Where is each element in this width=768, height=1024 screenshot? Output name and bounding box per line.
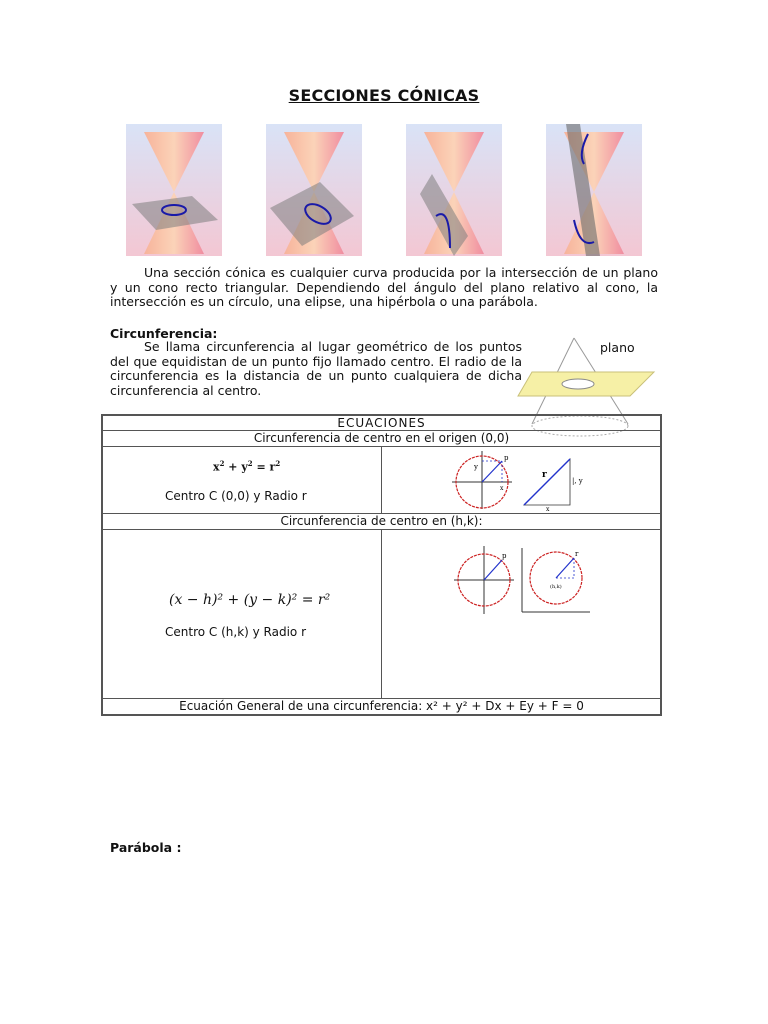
svg-text:|, y: |, y — [572, 477, 583, 485]
origin-diagram-cell — [382, 447, 662, 514]
circunferencia-text: Se llama circunferencia al lugar geométrico de los puntos del que equidistan de un punto fijo llamado centro. El radio de la circunferencia es la distancia de un punto cualquiera de dicha circunferencia al centro. — [110, 339, 522, 398]
svg-text:p: p — [504, 454, 509, 462]
parabola-heading: Parábola : — [110, 840, 182, 855]
origin-formula-cell — [102, 447, 382, 514]
cone-hyperbola-image — [546, 124, 642, 256]
svg-text:(h,k): (h,k) — [550, 584, 562, 590]
cone-circle-image — [126, 124, 222, 256]
circunferencia-heading: Circunferencia: — [110, 326, 218, 341]
hk-formula: (x − h)² + (y − k)² = r² — [169, 592, 331, 608]
origin-circle-diagram — [452, 449, 612, 511]
table-header: ECUACIONES — [102, 415, 661, 431]
svg-text:x: x — [546, 506, 550, 511]
hk-caption: Circunferencia de centro en (h,k): — [102, 514, 661, 530]
hk-diagram-cell — [382, 530, 662, 699]
cone-parabola-image — [406, 124, 502, 256]
svg-text:x: x — [500, 485, 504, 492]
hk-formula-cell — [102, 530, 382, 699]
ecuaciones-table — [101, 414, 662, 716]
svg-text:r: r — [542, 470, 547, 480]
hk-center-text: Centro C (h,k) y Radio r — [165, 625, 307, 639]
circunferencia-paragraph — [110, 340, 522, 398]
svg-text:p: p — [502, 552, 507, 560]
intro-paragraph — [110, 266, 658, 310]
origin-center-text: Centro C (0,0) y Radio r — [165, 489, 307, 503]
circunferencia-word-plano: plano — [600, 340, 635, 355]
hk-circle-diagram — [452, 544, 602, 618]
origin-formula: $x^2 + y^2 = r^2$ — [213, 459, 281, 474]
page-title: SECCIONES CÓNICAS — [288, 86, 480, 105]
general-equation: Ecuación General de una circunferencia: x² + y² + Dx + Ey + F = 0 — [102, 699, 661, 716]
origin-caption: Circunferencia de centro en el origen (0,0) — [102, 431, 661, 447]
intro-text: Una sección cónica es cualquier curva producida por la intersección de un plano y un cono recto triangular. Dependiendo del ángulo del plano relativo al cono, la intersección es un círculo, una elipse, una hipérbola o una parábola. — [110, 265, 658, 310]
cone-ellipse-image — [266, 124, 362, 256]
svg-text:r: r — [575, 550, 579, 558]
svg-text:y: y — [474, 463, 478, 471]
